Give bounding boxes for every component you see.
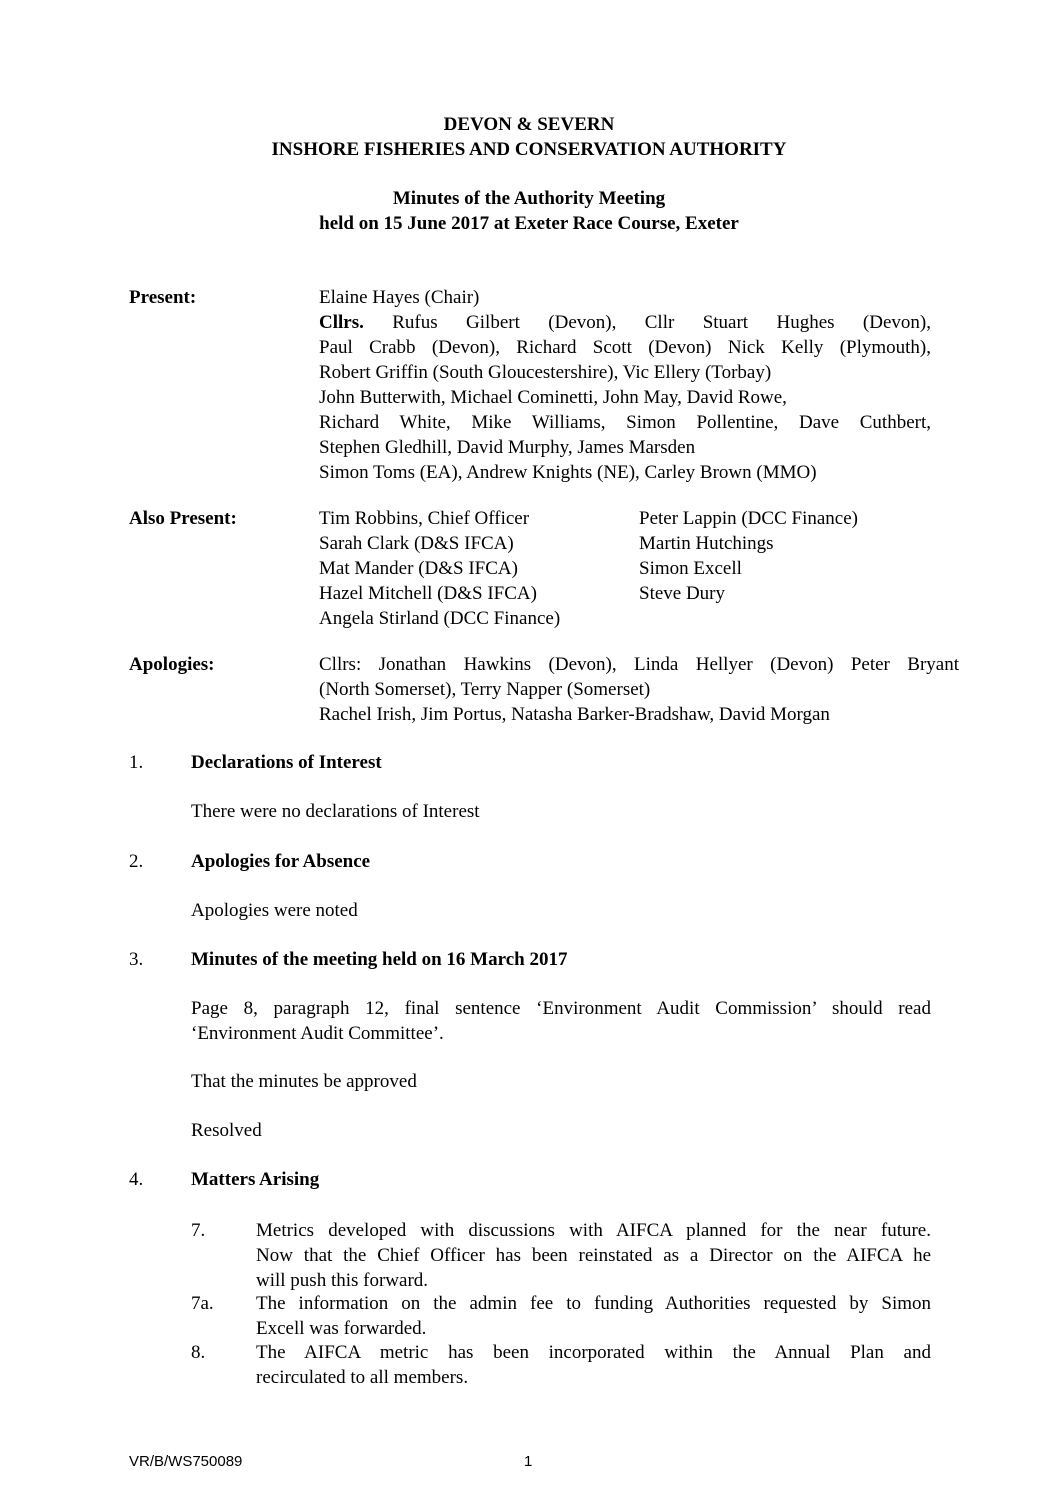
document-reference: VR/B/WS750089 bbox=[129, 1453, 243, 1470]
present-cllrs-line bbox=[319, 310, 931, 335]
attendee: Martin Hutchings bbox=[639, 533, 774, 554]
sub-line: will push this forward. bbox=[256, 1270, 429, 1291]
sub-line: recirculated to all members. bbox=[256, 1367, 469, 1388]
present-line-3: Paul Crabb (Devon), Richard Scott (Devon) Nick Kelly (Plymouth), bbox=[319, 337, 931, 358]
attendee: Mat Mander (D&S IFCA) bbox=[319, 558, 518, 579]
sub-line: Excell was forwarded. bbox=[256, 1318, 427, 1339]
meeting-details: held on 15 June 2017 at Exeter Race Course, Exeter bbox=[319, 213, 739, 234]
cllrs-prefix: Cllrs. bbox=[319, 312, 364, 333]
attendee: Simon Excell bbox=[639, 558, 742, 579]
para-line: ‘Environment Audit Committee’. bbox=[191, 1023, 444, 1044]
sub-item-text bbox=[256, 1218, 931, 1293]
item-text: That the minutes be approved bbox=[191, 1071, 417, 1092]
sub-line: The information on the admin fee to funding Authorities requested by Simon bbox=[256, 1293, 931, 1314]
present-line-7: Stephen Gledhill, David Murphy, James Marsden bbox=[319, 437, 696, 458]
sub-line: Metrics developed with discussions with AIFCA planned for the near future. bbox=[256, 1220, 931, 1241]
item-text: There were no declarations of Interest bbox=[191, 801, 480, 822]
item-heading-declarations: Declarations of Interest bbox=[191, 752, 382, 773]
present-list bbox=[319, 285, 931, 485]
present-line-4: Robert Griffin (South Gloucestershire), Vic Ellery (Torbay) bbox=[319, 362, 772, 383]
apologies-list bbox=[319, 652, 959, 727]
sub-item-number: 8. bbox=[191, 1342, 206, 1363]
para-line: Page 8, paragraph 12, final sentence ‘Environment Audit Commission’ should read bbox=[191, 998, 931, 1019]
item-heading-apologies: Apologies for Absence bbox=[191, 851, 371, 872]
present-line-5: John Butterwith, Michael Cominetti, John May, David Rowe, bbox=[319, 387, 787, 408]
present-line-6: Richard White, Mike Williams, Simon Pollentine, Dave Cuthbert, bbox=[319, 412, 931, 433]
also-present-col2 bbox=[639, 506, 858, 606]
sub-item-text bbox=[256, 1340, 931, 1390]
sub-line: The AIFCA metric has been incorporated within the Annual Plan and bbox=[256, 1342, 931, 1363]
apologies-line-2: (North Somerset), Terry Napper (Somerset) bbox=[319, 679, 651, 700]
item-number: 4. bbox=[129, 1169, 144, 1190]
present-chair: Elaine Hayes (Chair) bbox=[319, 287, 480, 308]
apologies-line-1: Cllrs: Jonathan Hawkins (Devon), Linda Hellyer (Devon) Peter Bryant bbox=[319, 654, 959, 675]
sub-item-number: 7. bbox=[191, 1220, 206, 1241]
minutes-title: Minutes of the Authority Meeting bbox=[392, 188, 666, 209]
apologies-line-3: Rachel Irish, Jim Portus, Natasha Barker-Bradshaw, David Morgan bbox=[319, 704, 830, 725]
item-number: 2. bbox=[129, 851, 144, 872]
attendee: Tim Robbins, Chief Officer bbox=[319, 508, 530, 529]
page-number: 1 bbox=[524, 1453, 533, 1470]
item-text: Apologies were noted bbox=[191, 900, 358, 921]
also-present-col1 bbox=[319, 506, 560, 631]
also-present-label: Also Present: bbox=[129, 508, 237, 529]
sub-line: Now that the Chief Officer has been reinstated as a Director on the AIFCA he bbox=[256, 1245, 931, 1266]
attendee: Peter Lappin (DCC Finance) bbox=[639, 508, 858, 529]
present-label: Present: bbox=[129, 287, 197, 308]
org-name-line2: INSHORE FISHERIES AND CONSERVATION AUTHORITY bbox=[271, 139, 787, 160]
item-heading-matters-arising: Matters Arising bbox=[191, 1169, 320, 1190]
present-line-8: Simon Toms (EA), Andrew Knights (NE), Carley Brown (MMO) bbox=[319, 462, 817, 483]
sub-item-number: 7a. bbox=[191, 1293, 214, 1314]
item-heading-minutes: Minutes of the meeting held on 16 March 2017 bbox=[191, 949, 568, 970]
sub-item-text bbox=[256, 1291, 931, 1341]
apologies-label: Apologies: bbox=[129, 654, 215, 675]
attendee: Sarah Clark (D&S IFCA) bbox=[319, 533, 514, 554]
cllrs-names: Rufus Gilbert (Devon), Cllr Stuart Hughes (Devon), bbox=[363, 312, 931, 333]
attendee: Angela Stirland (DCC Finance) bbox=[319, 608, 561, 629]
item-number: 1. bbox=[129, 752, 144, 773]
attendee: Steve Dury bbox=[639, 583, 726, 604]
item-text: Resolved bbox=[191, 1120, 262, 1141]
item-paragraph bbox=[191, 996, 931, 1046]
item-number: 3. bbox=[129, 949, 144, 970]
org-name-line1: DEVON & SEVERN bbox=[443, 114, 615, 135]
attendee: Hazel Mitchell (D&S IFCA) bbox=[319, 583, 537, 604]
